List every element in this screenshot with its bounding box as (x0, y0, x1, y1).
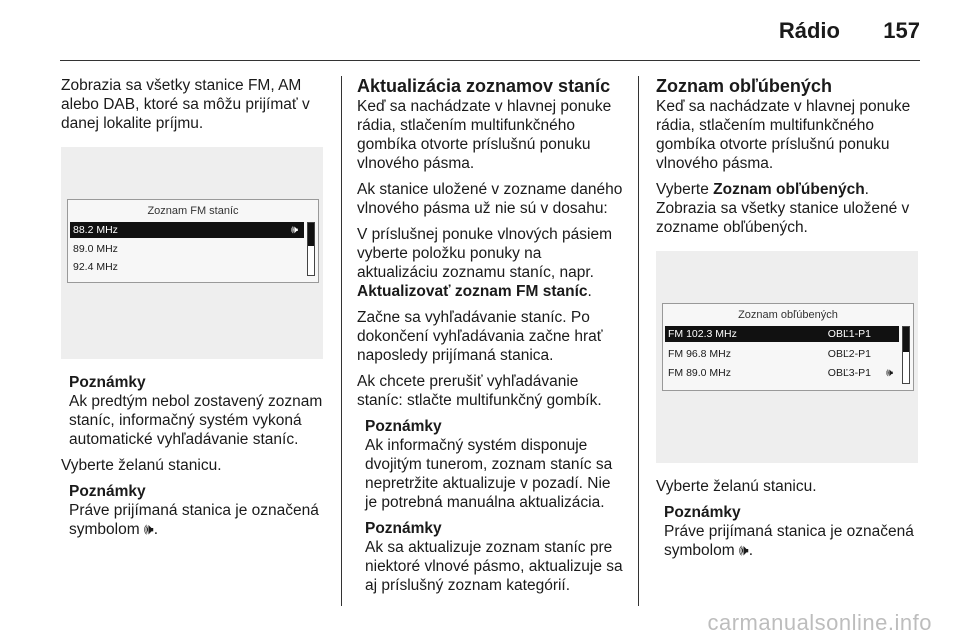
favourite-slot: OBĽ2-P1 (827, 348, 871, 360)
display-scrollbar (902, 326, 910, 384)
menu-item-reference: Zoznam obľúbených (713, 181, 865, 198)
display-title: Zoznam FM staníc (147, 205, 239, 217)
note-text: Práve prijímaná stanica je označená symbolom 🕪. (664, 523, 914, 559)
page-number: 157 (883, 18, 920, 43)
paragraph: V príslušnej ponuke vlnových pásiem vyberte položku ponuky na aktualizáciu zoznamu staníc, napr. Aktualizovať zoznam FM staníc. (357, 226, 613, 300)
page-title: Rádio (778, 18, 840, 43)
display-scrollbar (307, 222, 315, 276)
paragraph: Keď sa nachádzate v hlavnej ponuke rádia, stlačením multifunkčného gombíka otvorte príslušnú ponuku vlnového pásma. (656, 98, 911, 172)
column-divider-2 (638, 76, 639, 606)
note-block (365, 519, 623, 595)
favourites-list-illustration (656, 251, 918, 463)
paragraph: Zobrazia sa všetky stanice uložené v zozname obľúbených. (656, 200, 910, 236)
station-row (70, 222, 304, 238)
instruction-text: Vyberte želanú stanicu. (61, 457, 222, 474)
favourite-row (665, 346, 899, 362)
header-divider (60, 60, 920, 61)
menu-item-reference: Aktualizovať zoznam FM staníc (357, 283, 588, 300)
note-title: Poznámky (664, 504, 741, 521)
note-text: Ak sa aktualizuje zoznam staníc pre niektoré vlnové pásmo, aktualizuje sa aj príslušný zoznam kategórií. (365, 539, 623, 594)
speaker-icon: 🕪 (291, 224, 298, 236)
note-block (69, 373, 327, 449)
paragraph: Keď sa nachádzate v hlavnej ponuke rádia, stlačením multifunkčného gombíka otvorte príslušnú ponuku vlnového pásma. (357, 98, 612, 172)
display-title: Zoznam obľúbených (738, 309, 838, 321)
favourite-slot: OBĽ1-P1 (827, 328, 871, 340)
note-title: Poznámky (365, 520, 442, 537)
note-text: Práve prijímaná stanica je označená symbolom 🕪. (69, 502, 319, 538)
note-title: Poznámky (69, 483, 146, 500)
station-row (70, 259, 304, 275)
note-title: Poznámky (365, 418, 442, 435)
station-frequency: FM 102.3 MHz (668, 328, 737, 340)
speaker-icon: 🕪 (886, 367, 893, 379)
section-heading: Zoznam obľúbených (656, 76, 832, 96)
radio-display (662, 303, 914, 391)
note-block (69, 482, 327, 539)
station-frequency: 92.4 MHz (73, 261, 118, 273)
section-heading: Aktualizácia zoznamov staníc (357, 76, 611, 96)
station-frequency: FM 89.0 MHz (668, 367, 732, 379)
favourite-row (665, 326, 899, 342)
column-divider-1 (341, 76, 342, 606)
fm-station-list-illustration (61, 147, 323, 359)
station-row (70, 241, 304, 257)
station-frequency: 88.2 MHz (73, 224, 118, 236)
note-title: Poznámky (69, 374, 146, 391)
column-3 (656, 76, 922, 567)
intro-paragraph: Zobrazia sa všetky stanice FM, AM alebo DAB, ktoré sa môžu prijímať v danej lokalite príjmu. (61, 77, 310, 132)
page-header (0, 0, 960, 62)
station-frequency: FM 96.8 MHz (668, 348, 732, 360)
paragraph: Ak stanice uložené v zozname daného vlnového pásma už nie sú v dosahu: (357, 181, 623, 217)
watermark: carmanualsonline.info (707, 610, 932, 635)
note-block (365, 417, 623, 512)
favourite-row (665, 365, 899, 381)
paragraph: Začne sa vyhľadávanie staníc. Po dokončení vyhľadávania začne hrať naposledy prijímaná stanica. (357, 309, 603, 364)
column-1 (61, 76, 327, 546)
paragraph: Ak chcete prerušiť vyhľadávanie staníc: stlačte multifunkčný gombík. (357, 373, 602, 409)
note-block (664, 503, 922, 560)
radio-display (67, 199, 319, 283)
note-text: Ak predtým nebol zostavený zoznam staníc, informačný systém vykoná automatické vyhľadávanie staníc. (69, 393, 323, 448)
note-text: Ak informačný systém disponuje dvojitým tunerom, zoznam staníc sa nepretržite aktualizuje v pozadí. Nie je potrebná manuálna aktualizácia. (365, 437, 613, 511)
column-2 (357, 76, 623, 602)
instruction-text: Vyberte želanú stanicu. (656, 478, 817, 495)
favourite-slot: OBĽ3-P1 (827, 367, 871, 379)
station-frequency: 89.0 MHz (73, 243, 118, 255)
paragraph: Vyberte Zoznam obľúbených. (656, 181, 869, 198)
